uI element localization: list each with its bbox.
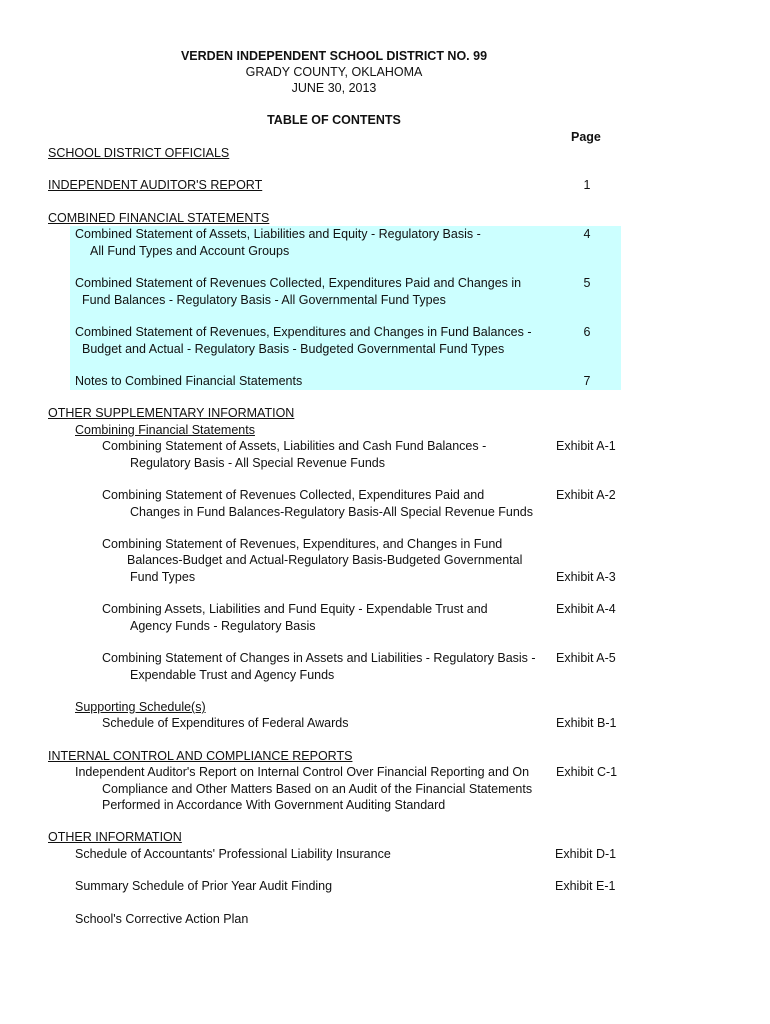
- supp-item-a1-line2: Regulatory Basis - All Special Revenue Funds: [130, 456, 385, 470]
- district-name: VERDEN INDEPENDENT SCHOOL DISTRICT NO. 99: [180, 49, 488, 63]
- internal-control-exhibit: Exhibit C-1: [556, 765, 618, 779]
- combined-item-2-page: 5: [583, 276, 591, 290]
- supp-item-a5-line2: Expendable Trust and Agency Funds: [130, 668, 335, 682]
- combined-item-4-page: 7: [583, 374, 591, 388]
- combined-item-4: Notes to Combined Financial Statements: [75, 374, 303, 388]
- other-info-item-d1: Schedule of Accountants' Professional Liability Insurance: [75, 847, 391, 861]
- other-info-item-e1: Summary Schedule of Prior Year Audit Finding: [75, 879, 333, 893]
- supp-item-a5-line1: Combining Statement of Changes in Assets and Liabilities - Regulatory Basis -: [102, 651, 536, 665]
- internal-control-line3: Performed in Accordance With Government Auditing Standard: [102, 798, 446, 812]
- toc-other-information-heading: OTHER INFORMATION: [48, 830, 182, 844]
- supp-item-a3-line1: Combining Statement of Revenues, Expenditures, and Changes in Fund: [102, 537, 503, 551]
- other-info-item-e1-exhibit: Exhibit E-1: [555, 879, 616, 893]
- combined-item-3-page: 6: [583, 325, 591, 339]
- toc-officials: SCHOOL DISTRICT OFFICIALS: [48, 146, 230, 160]
- supp-item-a1-exhibit: Exhibit A-1: [556, 439, 616, 453]
- report-date: JUNE 30, 2013: [291, 81, 377, 95]
- combined-item-1-page: 4: [583, 227, 591, 241]
- combined-item-2-line1: Combined Statement of Revenues Collected, Expenditures Paid and Changes in: [75, 276, 522, 290]
- toc-other-supplementary-heading: OTHER SUPPLEMENTARY INFORMATION: [48, 406, 295, 420]
- combined-item-1-line1: Combined Statement of Assets, Liabilities and Equity - Regulatory Basis -: [75, 227, 481, 241]
- supp-item-a1-line1: Combining Statement of Assets, Liabilities and Cash Fund Balances -: [102, 439, 487, 453]
- county-name: GRADY COUNTY, OKLAHOMA: [245, 65, 423, 79]
- toc-auditor-report-page: 1: [583, 178, 591, 192]
- supp-item-a2-line1: Combining Statement of Revenues Collected, Expenditures Paid and: [102, 488, 485, 502]
- combined-item-1-line2: All Fund Types and Account Groups: [90, 244, 290, 258]
- supp-item-a4-line2: Agency Funds - Regulatory Basis: [130, 619, 316, 633]
- combined-item-3-line2: Budget and Actual - Regulatory Basis - Budgeted Governmental Fund Types: [82, 342, 505, 356]
- combined-item-3-line1: Combined Statement of Revenues, Expenditures and Changes in Fund Balances -: [75, 325, 532, 339]
- supp-item-a3-exhibit: Exhibit A-3: [556, 570, 616, 584]
- toc-combined-heading: COMBINED FINANCIAL STATEMENTS: [48, 211, 270, 225]
- supp-item-a4-exhibit: Exhibit A-4: [556, 602, 616, 616]
- supporting-item-b1: Schedule of Expenditures of Federal Awards: [102, 716, 349, 730]
- internal-control-line2: Compliance and Other Matters Based on an Audit of the Financial Statements: [102, 782, 533, 796]
- supp-item-a3-line2: Balances-Budget and Actual-Regulatory Basis-Budgeted Governmental: [127, 553, 523, 567]
- supp-item-a5-exhibit: Exhibit A-5: [556, 651, 616, 665]
- supp-item-a3-line3: Fund Types: [130, 570, 196, 584]
- combining-statements-heading: Combining Financial Statements: [75, 423, 255, 437]
- supporting-schedules-heading: Supporting Schedule(s): [75, 700, 206, 714]
- combined-item-2-line2: Fund Balances - Regulatory Basis - All Governmental Fund Types: [82, 293, 446, 307]
- supp-item-a2-line2: Changes in Fund Balances-Regulatory Basis-All Special Revenue Funds: [130, 505, 533, 519]
- toc-title: TABLE OF CONTENTS: [267, 113, 401, 127]
- supp-item-a4-line1: Combining Assets, Liabilities and Fund Equity - Expendable Trust and: [102, 602, 488, 616]
- toc-auditor-report: INDEPENDENT AUDITOR'S REPORT: [48, 178, 263, 192]
- toc-internal-control-heading: INTERNAL CONTROL AND COMPLIANCE REPORTS: [48, 749, 353, 763]
- other-info-item-d1-exhibit: Exhibit D-1: [555, 847, 617, 861]
- page-column-label: Page: [571, 130, 601, 144]
- internal-control-line1: Independent Auditor's Report on Internal Control Over Financial Reporting and On: [75, 765, 530, 779]
- supporting-item-b1-exhibit: Exhibit B-1: [556, 716, 617, 730]
- other-info-item-corrective-plan: School's Corrective Action Plan: [75, 912, 249, 926]
- supp-item-a2-exhibit: Exhibit A-2: [556, 488, 616, 502]
